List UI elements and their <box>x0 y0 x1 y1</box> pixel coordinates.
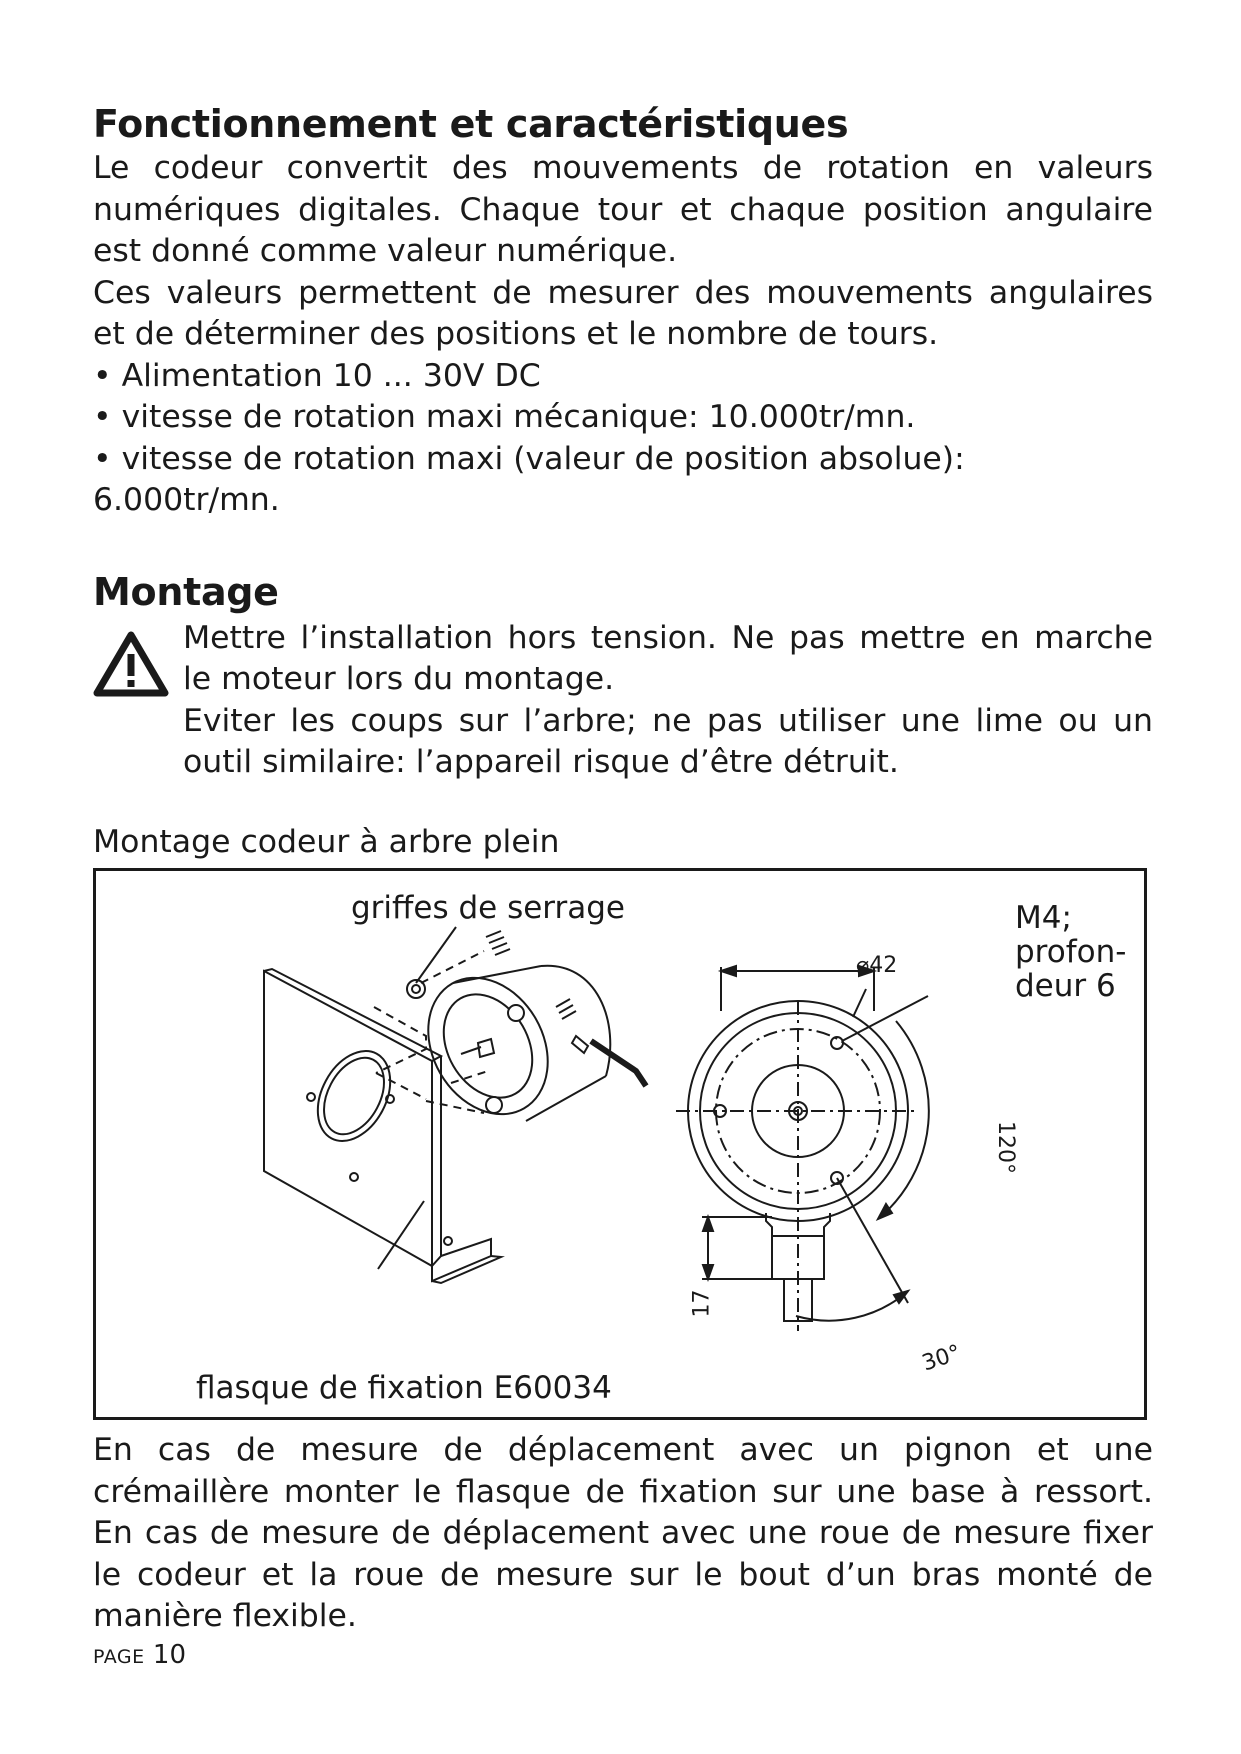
dimension-angle-30: 30° <box>919 1340 964 1377</box>
feature-list <box>93 356 1153 522</box>
label-thread-line: deur 6 <box>1015 968 1116 1004</box>
dimension-diameter: ⌀42 <box>856 953 898 978</box>
label-thread <box>1015 901 1126 1003</box>
dimension-height: 17 <box>689 1289 715 1318</box>
label-clamps: griffes de serrage <box>351 890 625 926</box>
page-footer <box>93 1640 186 1670</box>
label-thread-line: profon- <box>1015 934 1127 970</box>
mounting-figure <box>93 868 1147 1420</box>
list-item: • Alimentation 10 ... 30V DC <box>93 356 1153 398</box>
list-item: • vitesse de rotation maxi (valeur de position absolue): 6.000tr/mn. <box>93 439 1153 522</box>
paragraph-functioning-1: Le codeur convertit des mouvements de rotation en valeurs numériques digitales. Chaque tour et chaque position angulaire est donné comme valeur numérique. <box>93 150 1153 269</box>
warning-icon <box>93 630 169 698</box>
figure-caption: Montage codeur à arbre plein <box>93 823 560 860</box>
list-item: • vitesse de rotation maxi mécanique: 10.000tr/mn. <box>93 397 1153 439</box>
label-thread-line: M4; <box>1015 900 1072 936</box>
page-content <box>93 100 1153 1638</box>
page-number: 10 <box>152 1640 186 1670</box>
mounting-drawing <box>96 871 1144 1417</box>
paragraph-mounting-note: En cas de mesure de déplacement avec un pignon et une crémaillère monter le flasque de fixation sur une base à ressort. En cas de mesure de déplacement avec une roue de mesure fixer le codeur et la roue de mesure sur le bout d’un bras monté de manière flexible. <box>93 1432 1153 1634</box>
warning-text-2: Eviter les coups sur l’arbre; ne pas utiliser une lime ou un outil similaire: l’appareil risque d’être détruit. <box>183 702 1153 780</box>
warning-text-1: Mettre l’installation hors tension. Ne pas mettre en marche le moteur lors du montage. <box>183 619 1153 697</box>
warning-block <box>93 618 1153 784</box>
dimension-angle-120: 120° <box>993 1121 1018 1174</box>
paragraph-functioning-2: Ces valeurs permettent de mesurer des mouvements angulaires et de déterminer des positions et le nombre de tours. <box>93 274 1153 352</box>
section-title-functioning: Fonctionnement et caractéristiques <box>93 102 849 146</box>
page-word: PAGE <box>93 1646 145 1668</box>
label-flange: flasque de fixation E60034 <box>196 1370 612 1406</box>
section-title-mounting: Montage <box>93 569 279 614</box>
